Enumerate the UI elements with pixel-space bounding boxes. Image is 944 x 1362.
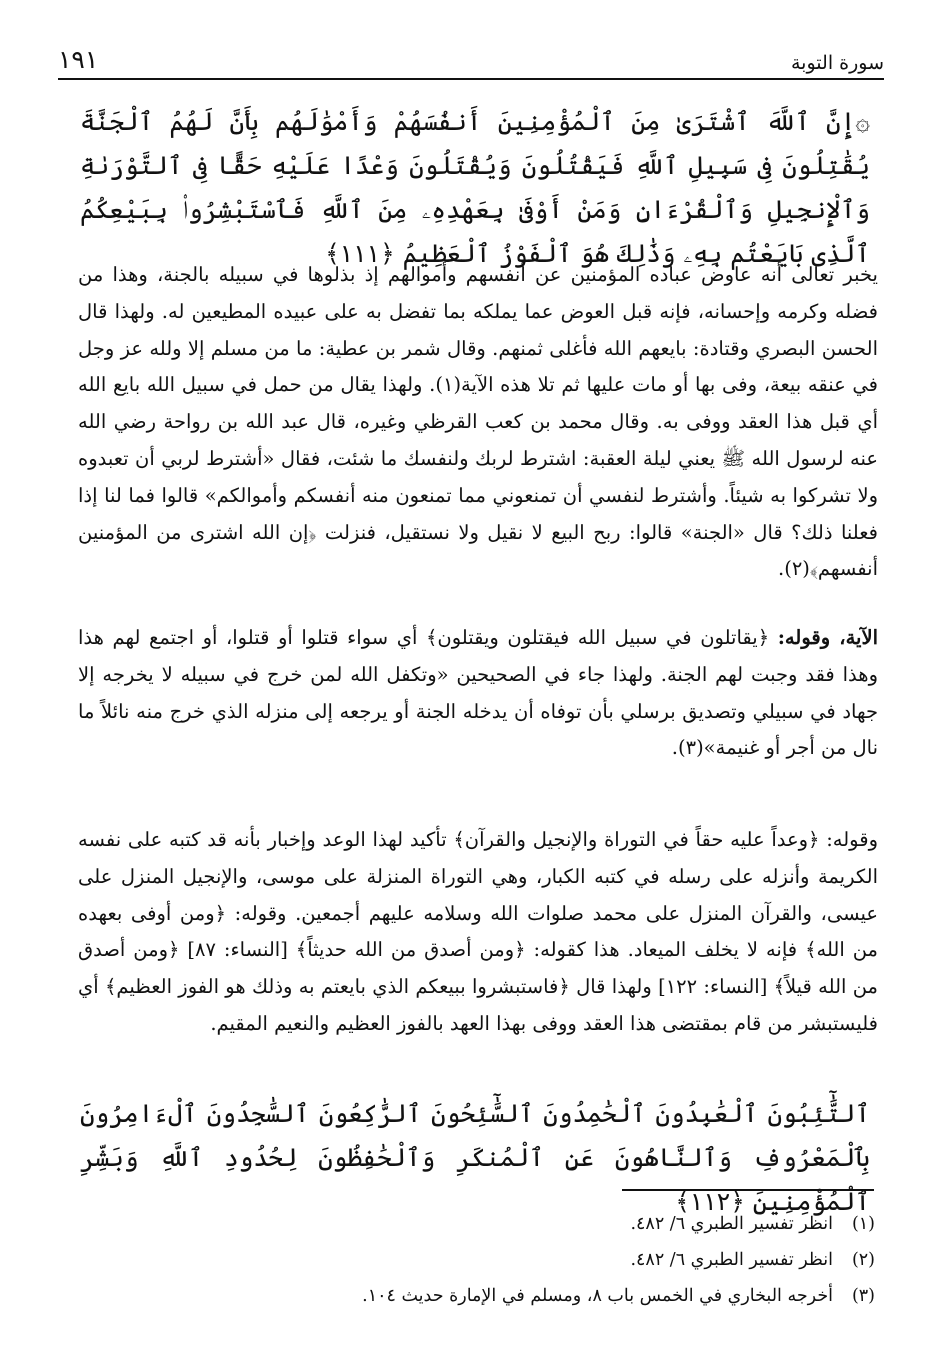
paragraph-body: ﴿يقاتلون في سبيل الله فيقتلون ويقتلون﴾ أي سواء قتلوا أو قتلوا، أو اجتمع لهم هذا وهذا فقد وجبت لهم الجنة. ولهذا جاء في الصحيحين «وتكفل الله لمن خرج في سبيله لا يخرجه إلا جهاد في سبيلي وتصديق برسلي بأن توفاه أن يدخله الجنة أو يرجعه إلى منزله الذي خرج منه نائلاً ما نال من أجر أو غنيمة»(٣). <box>78 626 878 760</box>
commentary-paragraph-2 <box>78 620 878 767</box>
footnote-text: انظر تفسير الطبري ٦/ ٤٨٢. <box>630 1214 833 1234</box>
footnote-number: (١) <box>851 1214 875 1234</box>
footnote-number: (٢) <box>851 1250 875 1270</box>
commentary-paragraph-3: وقوله: ﴿وعداً عليه حقاً في التوراة والإنجيل والقرآن﴾ تأكيد لهذا الوعد وإخبار بأنه قد كتبه على نفسه الكريمة وأنزله على رسله في كتبه الكبار، وهي التوراة المنزلة على موسى، والإنجيل المنزل على عيسى، والقرآن المنزل على محمد صلوات الله وسلامه عليهم أجمعين. وقوله: ﴿ومن أوفى بعهده من الله﴾ فإنه لا يخلف الميعاد. هذا كقوله: ﴿ومن أصدق من الله حديثاً﴾ [النساء: ٨٧] ﴿ومن أصدق من الله قيلاً﴾ [النساء: ١٢٢] ولهذا قال ﴿فاستبشروا ببيعكم الذي بايعتم به وذلك هو الفوز العظيم﴾ أي فليستبشر من قام بمقتضى هذا العقد ووفى بهذا العهد بالفوز العظيم والنعيم المقيم. <box>78 828 879 1035</box>
footnote-item <box>300 1206 875 1242</box>
page-number: ١٩١ <box>58 45 99 74</box>
footnote-text: أخرجه البخاري في الخمس باب ٨، ومسلم في الإمارة حديث ١٠٤. <box>362 1286 833 1306</box>
footnote-item <box>300 1242 875 1278</box>
footnote-number: (٣) <box>851 1286 875 1306</box>
page-header <box>58 38 884 80</box>
paragraph-lead: الآية، وقوله: <box>777 626 879 649</box>
footnote-divider <box>622 1189 874 1191</box>
commentary-paragraph-1: يخبر تعالى أنه عاوض عباده المؤمنين عن أنفسهم وأموالهم إذ بذلوها في سبيله بالجنة، وهذا من فضله وكرمه وإحسانه، فإنه قبل العوض عما يملكه بما تفضل به على عبيده المطيعين له. ولهذا قال الحسن البصري وقتادة: بايعهم الله فأغلى ثمنهم. وقال شمر بن عطية: ما من مسلم إلا ولله عز وجل في عنقه بيعة، وفى بها أو مات عليها ثم تلا هذه الآية(١). ولهذا يقال من حمل في سبيل الله بايع الله أي قبل هذا العقد ووفى به. وقال محمد بن كعب القرظي وغيره، قال عبد الله بن رواحة رضي الله عنه لرسول الله ﷺ يعني ليلة العقبة: اشترط لربك ولنفسك ما شئت، فقال «أشترط لربي أن تعبدوه ولا تشركوا به شيئاً. وأشترط لنفسي أن تمنعوني مما تمنعون منه أنفسكم وأموالكم» قالوا فما لنا إذا فعلنا ذلك؟ قال «الجنة» قالوا: ربح البيع لا نقيل ولا نستقيل، فنزلت ﴿إن الله اشترى من المؤمنين أنفسهم﴾(٢). <box>78 263 878 581</box>
footnote-item <box>300 1278 875 1314</box>
quran-verse-111: ۞إِنَّ ٱللَّهَ ٱشْتَرَىٰ مِنَ ٱلْمُؤْمِنِينَ أَنفُسَهُمْ وَأَمْوَٰلَهُم بِأَنَّ لَهُمُ ٱلْجَنَّةَ يُقَٰتِلُونَ فِى سَبِيلِ ٱللَّهِ فَيَقْتُلُونَ وَيُقْتَلُونَ وَعْدًا عَلَيْهِ حَقًّا فِى ٱلتَّوْرَىٰةِ وَٱلْإِنجِيلِ وَٱلْقُرْءَانِ وَمَنْ أَوْفَىٰ بِعَهْدِهِۦ مِنَ ٱللَّهِ فَٱسْتَبْشِرُوا۟ بِبَيْعِكُمُ ٱلَّذِى بَايَعْتُم بِهِۦ وَذَٰلِكَ هُوَ ٱلْفَوْزُ ٱلْعَظِيمُ ﴿١١١﴾ <box>80 107 870 268</box>
footnote-text: انظر تفسير الطبري ٦/ ٤٨٢. <box>630 1250 833 1270</box>
running-title: سورة التوبة <box>791 52 884 74</box>
footnotes <box>300 1206 875 1314</box>
quran-verse-112: ٱلتَّٰٓئِبُونَ ٱلْعَٰبِدُونَ ٱلْحَٰمِدُونَ ٱلسَّٰٓئِحُونَ ٱلرَّٰكِعُونَ ٱلسَّٰجِدُونَ ٱلْءَامِرُونَ بِٱلْمَعْرُوفِ وَٱلنَّاهُونَ عَنِ ٱلْمُنكَرِ وَٱلْحَٰفِظُونَ لِحُدُودِ ٱللَّهِ وَبَشِّرِ ٱلْمُؤْمِنِينَ ﴿١١٢﴾ <box>80 1099 870 1216</box>
